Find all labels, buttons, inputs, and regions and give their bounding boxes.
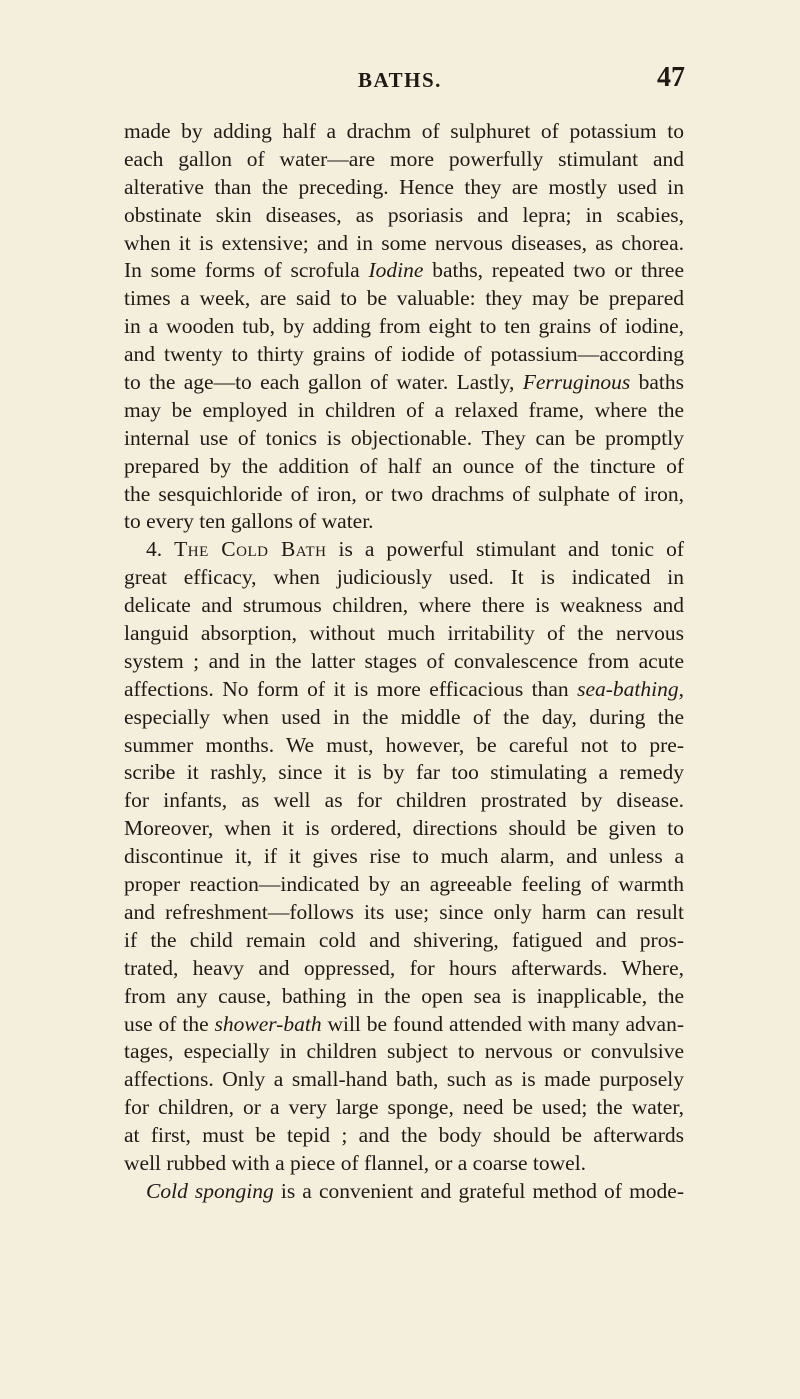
text-line: system ; and in the latter stages of convalescence from acute — [124, 648, 684, 673]
text-line: alterative than the preceding. Hence they are mostly used in — [124, 174, 684, 199]
text-line: summer months. We must, however, be careful not to pre- — [124, 732, 684, 757]
text-line: discontinue it, if it gives rise to much alarm, and unless a — [124, 844, 684, 869]
italic-term: Iodine — [368, 258, 424, 283]
text-line: for infants, as well as for children prostrated by disease. — [124, 788, 684, 813]
text-line: internal use of tonics is objectionable. They can be promptly — [124, 425, 684, 450]
running-title: BATHS. — [358, 68, 442, 92]
text-line: for children, or a very large sponge, need be used; the water, — [124, 1095, 684, 1120]
italic-term: sea-bathing — [577, 676, 679, 701]
text-line: at first, must be tepid ; and the body should be afterwards — [124, 1123, 684, 1148]
text-line: made by adding half a drachm of sulphuret of potassium to — [124, 119, 684, 143]
text-line: may be employed in children of a relaxed frame, where the — [124, 397, 684, 422]
text-line: times a week, are said to be valuable: they may be prepared — [124, 286, 684, 311]
italic-term: Cold sponging — [146, 1178, 274, 1203]
text-line: affections. Only a small-hand bath, such as is made purposely — [124, 1067, 684, 1092]
text-line: to the age—to each gallon of water. Lastly, Ferruginous baths — [124, 370, 684, 395]
text-line: Moreover, when it is ordered, directions should be given to — [124, 816, 684, 841]
text-line: 4. The Cold Bath is a powerful stimulant and tonic of — [146, 537, 684, 562]
text-line: affections. No form of it is more efficacious than sea-bathing, — [124, 676, 684, 701]
text-line: tages, especially in children subject to nervous or convulsive — [124, 1039, 684, 1064]
text-line: well rubbed with a piece of flannel, or a coarse towel. — [124, 1150, 587, 1175]
text-line: obstinate skin diseases, as psoriasis and lepra; in scabies, — [124, 202, 684, 227]
text-line: languid absorption, without much irritability of the nervous — [124, 621, 684, 646]
text-line: proper reaction—indicated by an agreeable feeling of warmth — [124, 872, 684, 897]
italic-term: Ferruginous — [522, 370, 631, 395]
text-line: to every ten gallons of water. — [124, 509, 374, 534]
section-heading: The Cold Bath — [174, 537, 327, 562]
italic-term: shower-bath — [214, 1011, 322, 1036]
text-line: in a wooden tub, by adding from eight to ten grains of iodine, — [124, 314, 684, 339]
text-line: Cold sponging is a convenient and grateful method of mode- — [146, 1178, 684, 1203]
text-line: prepared by the addition of half an ounce of the tincture of — [124, 453, 684, 478]
text-line: delicate and strumous children, where there is weakness and — [124, 593, 684, 618]
text-line: use of the shower-bath will be found attended with many advan- — [124, 1011, 684, 1036]
text-line: scribe it rashly, since it is by far too stimulating a remedy — [124, 760, 684, 785]
running-head — [0, 62, 800, 102]
text-line: great efficacy, when judiciously used. It is indicated in — [124, 565, 684, 590]
text-line: and twenty to thirty grains of iodide of potassium—according — [124, 342, 684, 367]
page-number: 47 — [657, 62, 685, 93]
text-line: each gallon of water—are more powerfully stimulant and — [124, 146, 684, 171]
body-text — [124, 118, 684, 1206]
text-line: and refreshment—follows its use; since only harm can result — [124, 899, 684, 924]
text-line: especially when used in the middle of the day, during the — [124, 704, 684, 729]
text-line: the sesquichloride of iron, or two drachms of sulphate of iron, — [124, 481, 684, 506]
text-line: when it is extensive; and in some nervous diseases, as chorea. — [124, 230, 684, 255]
text-line: from any cause, bathing in the open sea is inapplicable, the — [124, 983, 684, 1008]
text-line: if the child remain cold and shivering, fatigued and pros- — [124, 927, 684, 952]
text-line: In some forms of scrofula Iodine baths, repeated two or three — [124, 258, 684, 283]
text-line: trated, heavy and oppressed, for hours afterwards. Where, — [124, 955, 684, 980]
